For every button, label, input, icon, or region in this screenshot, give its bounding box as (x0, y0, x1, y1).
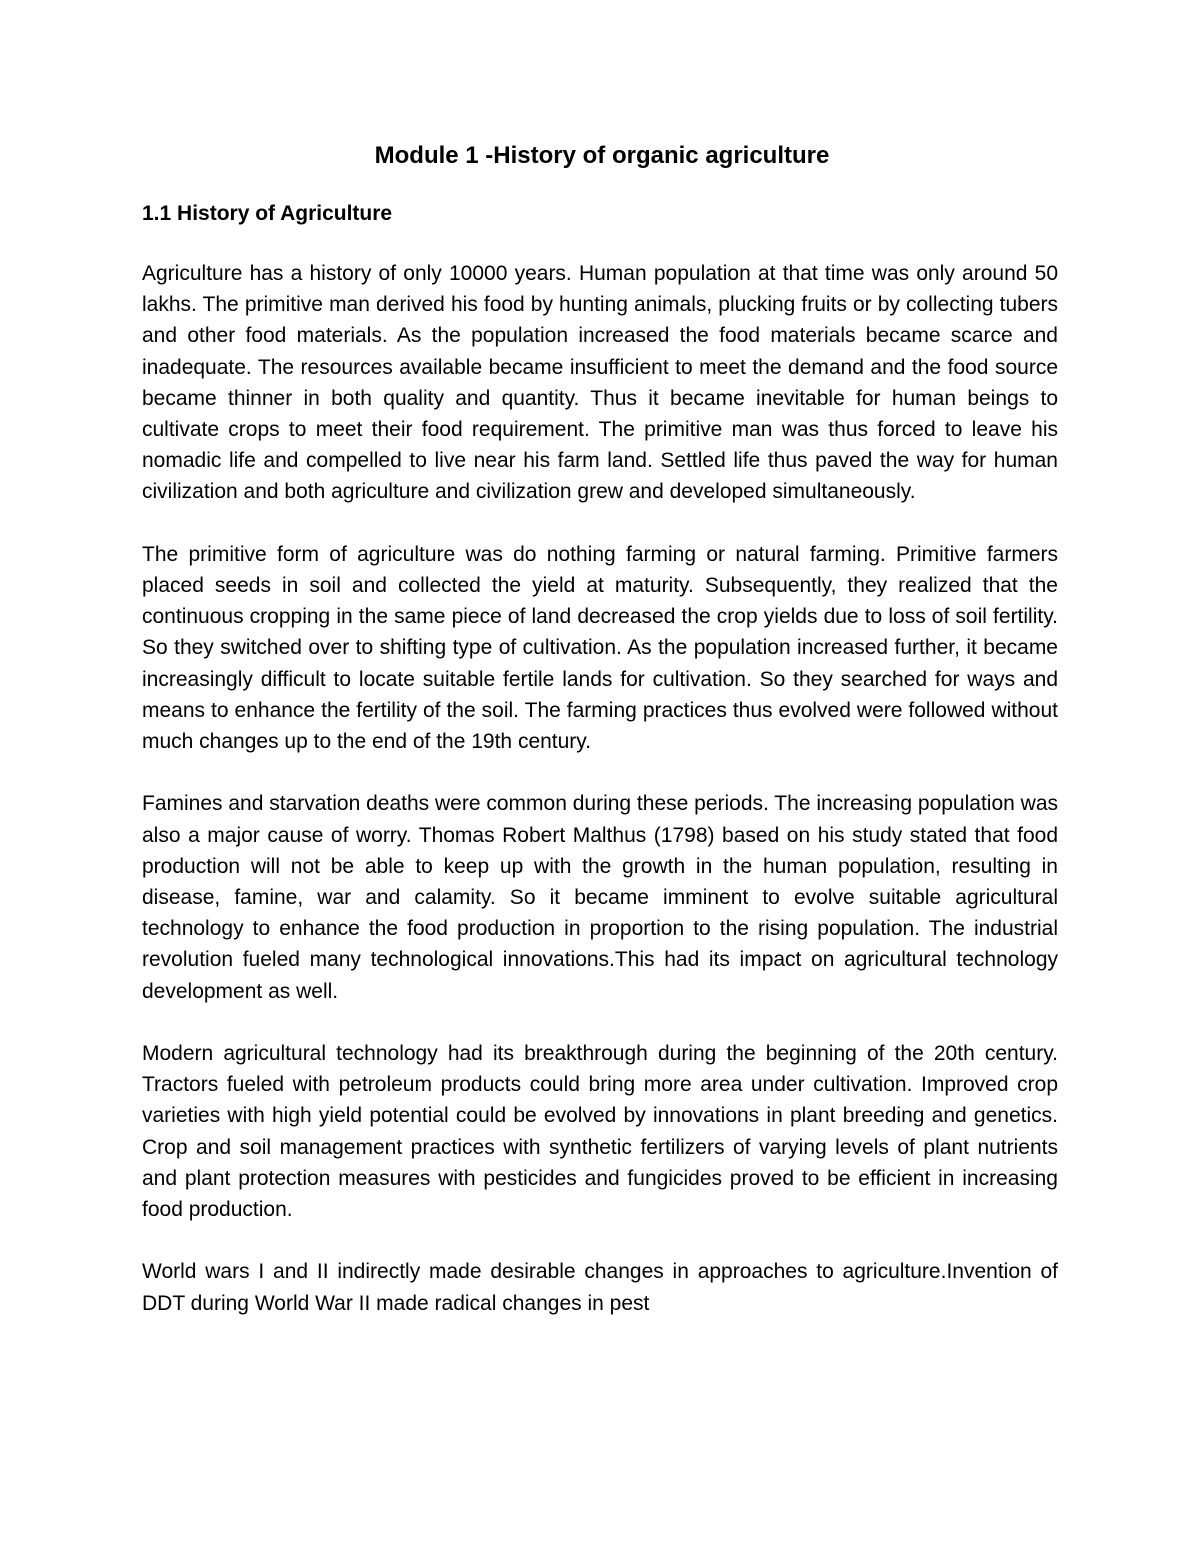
paragraph-history-intro: Agriculture has a history of only 10000 years. Human population at that time was only around 50 lakhs. The primitive man derived his food by hunting animals, plucking fruits or by collecting tubers and other food materials. As the population increased the food materials became scarce and inadequate. The resources available became insufficient to meet the demand and the food source became thinner in both quality and quantity. Thus it became inevitable for human beings to cultivate crops to meet their food requirement. The primitive man was thus forced to leave his nomadic life and compelled to live near his farm land. Settled life thus paved the way for human civilization and both agriculture and civilization grew and developed simultaneously. (142, 262, 1058, 504)
paragraph-primitive-farming: The primitive form of agriculture was do nothing farming or natural farming. Primitive farmers placed seeds in soil and collected the yield at maturity. Subsequently, they realized that the continuous cropping in the same piece of land decreased the crop yields due to loss of soil fertility. So they switched over to shifting type of cultivation. As the population increased further, it became increasingly difficult to locate suitable fertile lands for cultivation. So they searched for ways and means to enhance the fertility of the soil. The farming practices thus evolved were followed without much changes up to the end of the 19th century. (142, 542, 1058, 754)
paragraph-modern-technology: Modern agricultural technology had its breakthrough during the beginning of the 20th century. Tractors fueled with petroleum products could bring more area under cultivation. Improved crop varieties with high yield potential could be evolved by innovations in plant breeding and genetics. Crop and soil management practices with synthetic fertilizers of varying levels of plant nutrients and plant protection measures with pesticides and fungicides proved to be efficient in increasing food production. (142, 1042, 1058, 1222)
document-body (142, 140, 1058, 1319)
paragraph-world-wars: World wars I and II indirectly made desirable changes in approaches to agriculture.Invention of DDT during World War II made radical changes in pest (142, 1260, 1058, 1315)
paragraph-famines: Famines and starvation deaths were common during these periods. The increasing population was also a major cause of worry. Thomas Robert Malthus (1798) based on his study stated that food production will not be able to keep up with the growth in the human population, resulting in disease, famine, war and calamity. So it became imminent to evolve suitable agricultural technology to enhance the food production in proportion to the rising population. The industrial revolution fueled many technological innovations.This had its impact on agricultural technology development as well. (142, 792, 1058, 1003)
section-heading: 1.1 History of Agriculture (142, 202, 393, 225)
document-title: Module 1 -History of organic agriculture (374, 142, 830, 169)
